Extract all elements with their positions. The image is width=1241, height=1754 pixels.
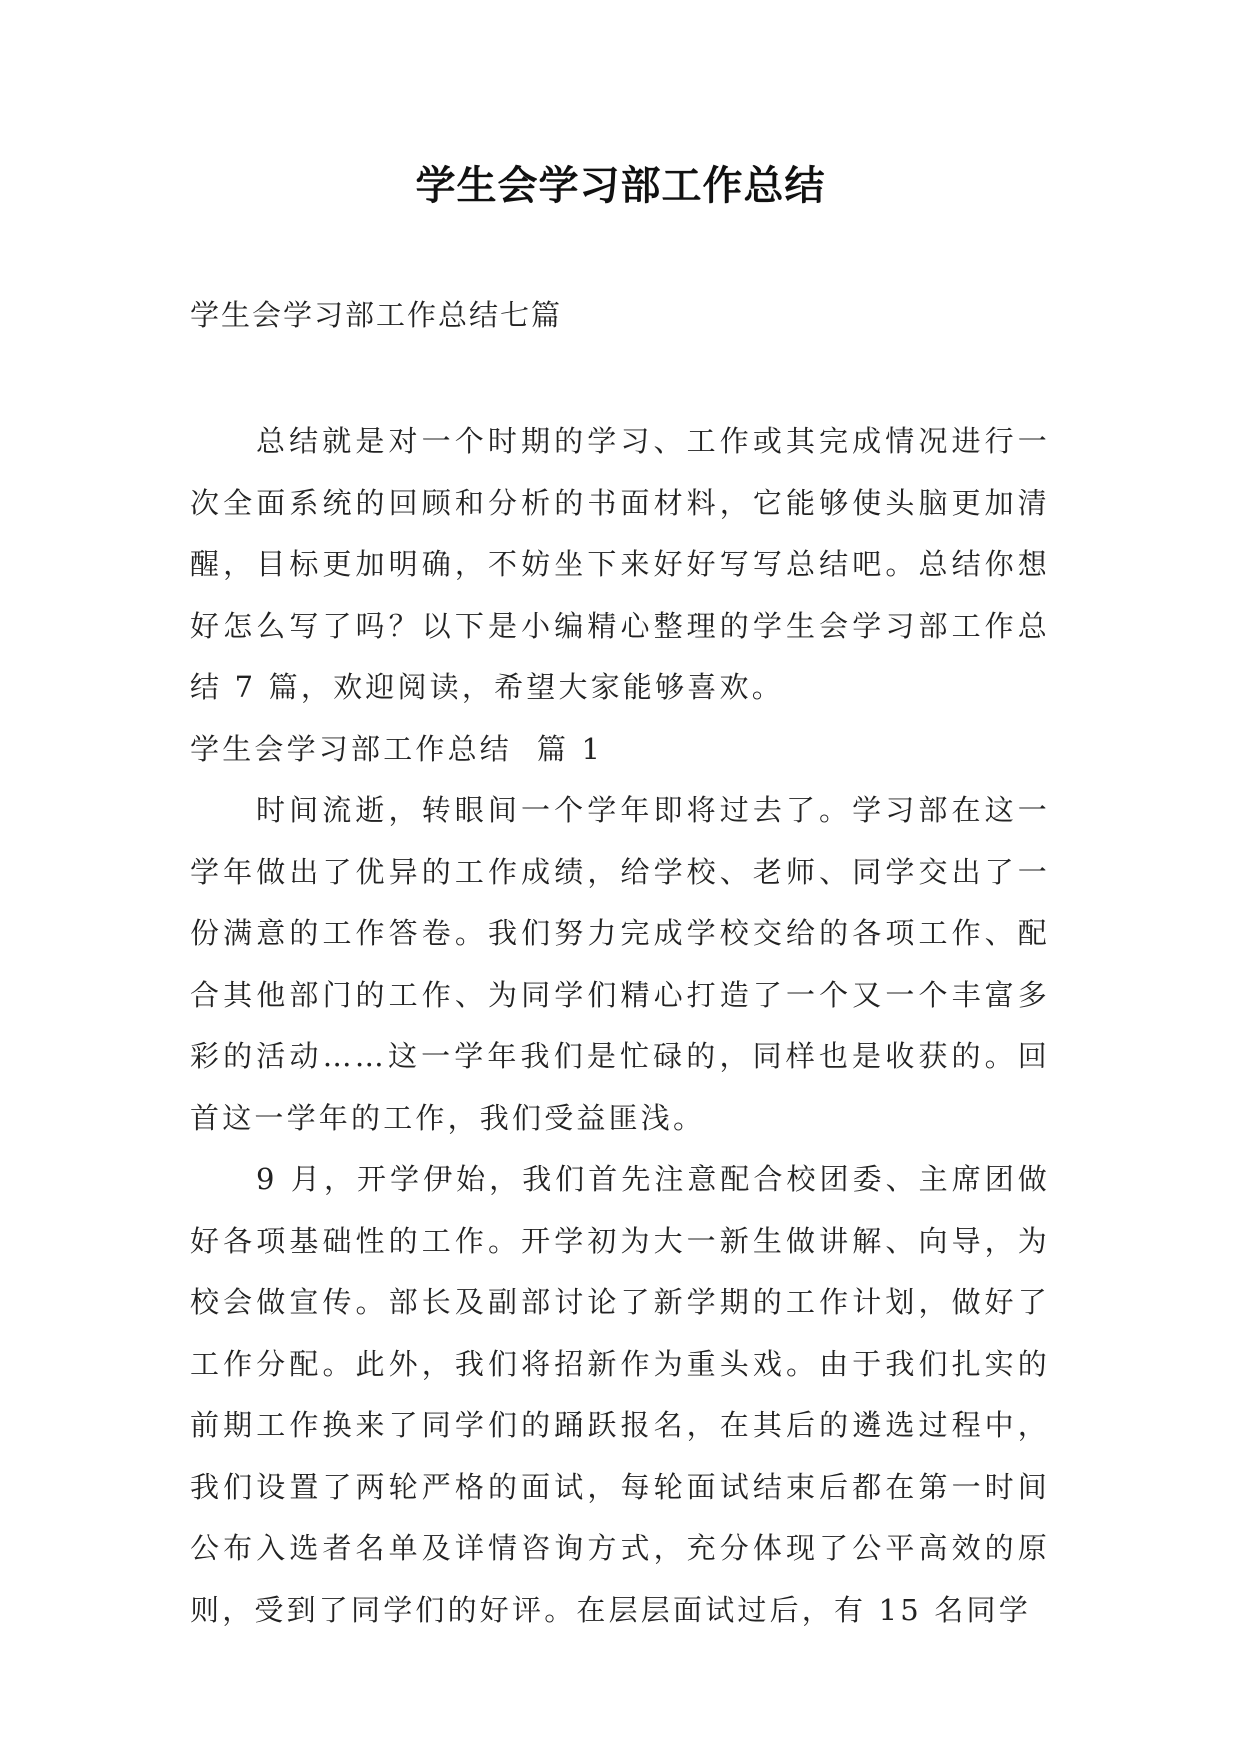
- document-body: [190, 411, 1050, 1641]
- body-paragraph-2: 9 月，开学伊始，我们首先注意配合校团委、主席团做好各项基础性的工作。开学初为大一新生做讲解、向导，为校会做宣传。部长及副部讨论了新学期的工作计划，做好了工作分配。此外，我们将招新作为重头戏。由于我们扎实的前期工作换来了同学们的踊跃报名，在其后的遴选过程中，我们设置了两轮严格的面试，每轮面试结束后都在第一时间公布入选者名单及详情咨询方式，充分体现了公平高效的原则，受到了同学们的好评。在层层面试过后，有 15 名同学: [190, 1162, 1050, 1627]
- section-heading: 学生会学习部工作总结 篇 1: [190, 731, 604, 766]
- body-paragraph-1: 时间流逝，转眼间一个学年即将过去了。学习部在这一学年做出了优异的工作成绩，给学校、老师、同学交出了一份满意的工作答卷。我们努力完成学校交给的各项工作、配合其他部门的工作、为同学们精心打造了一个又一个丰富多彩的活动……这一学年我们是忙碌的，同样也是收获的。回首这一学年的工作，我们受益匪浅。: [190, 793, 1050, 1135]
- document-subtitle: 学生会学习部工作总结七篇: [190, 298, 563, 332]
- document-title: 学生会学习部工作总结: [415, 163, 826, 209]
- intro-paragraph: 总结就是对一个时期的学习、工作或其完成情况进行一次全面系统的回顾和分析的书面材料，它能够使头脑更加清醒，目标更加明确，不妨坐下来好好写写总结吧。总结你想好怎么写了吗？以下是小编精心整理的学生会学习部工作总结 7 篇，欢迎阅读，希望大家能够喜欢。: [190, 424, 1050, 704]
